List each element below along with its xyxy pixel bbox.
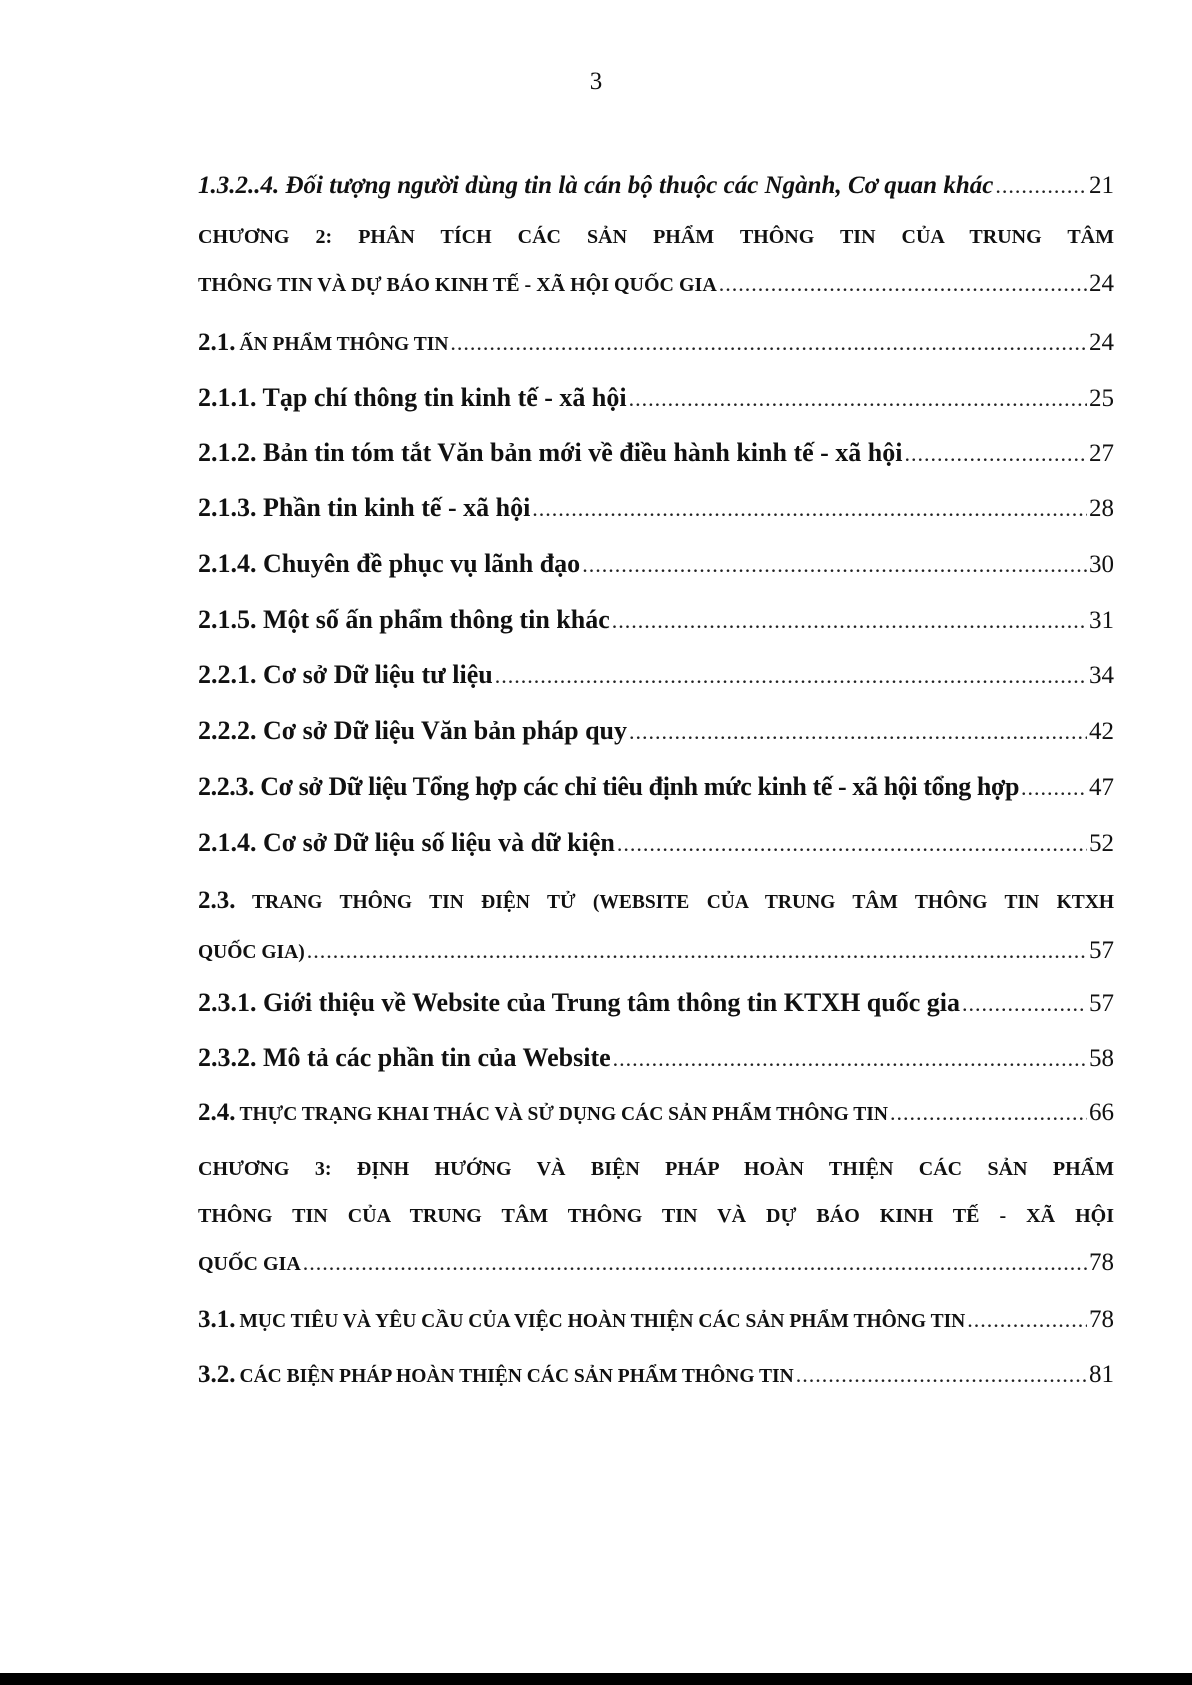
toc-entry-page: 52 <box>1089 830 1114 857</box>
bottom-edge-strip <box>0 1673 1192 1685</box>
toc-entry-label: THỰC TRẠNG KHAI THÁC VÀ SỬ DỤNG CÁC SẢN PHẨM THÔNG TIN <box>239 1104 888 1125</box>
toc-entry-label: ẤN PHẨM THÔNG TIN <box>239 334 449 355</box>
toc-entry[interactable] <box>198 383 1114 414</box>
dot-leader <box>629 717 1087 747</box>
toc-entry-label: 2.2.1. Cơ sở Dữ liệu tư liệu <box>198 660 493 689</box>
toc-entry-line: THÔNG TIN CỦA TRUNG TÂM THÔNG TIN VÀ DỰ BÁO KINH TẾ - XÃ HỘI <box>198 1205 1114 1227</box>
toc-entry-page: 42 <box>1089 718 1114 745</box>
page-number: 3 <box>589 68 603 95</box>
toc-entry-label: 2.1.1. Tạp chí thông tin kinh tế - xã hội <box>198 383 627 412</box>
toc-entry-label: 1.3.2..4. Đối tượng người dùng tin là cán bộ thuộc các Ngành, Cơ quan khác <box>198 172 994 199</box>
toc-entry-page: 81 <box>1089 1361 1114 1388</box>
dot-leader <box>617 829 1087 859</box>
dot-leader <box>962 989 1087 1019</box>
toc-entry-number: 3.1. <box>198 1306 236 1333</box>
toc-entry-page: 30 <box>1089 551 1114 578</box>
dot-leader <box>796 1360 1087 1390</box>
toc-entry[interactable] <box>198 772 1114 803</box>
toc-entry-label: QUỐC GIA) <box>198 942 305 963</box>
toc-entry[interactable] <box>198 493 1114 524</box>
toc-entry-page: 66 <box>1089 1099 1114 1126</box>
dot-leader <box>307 936 1087 966</box>
toc-entry-page: 57 <box>1089 990 1114 1017</box>
toc-entry-label: MỤC TIÊU VÀ YÊU CẦU CỦA VIỆC HOÀN THIỆN CÁC SẢN PHẨM THÔNG TIN <box>239 1311 966 1332</box>
toc-entry-page: 34 <box>1089 662 1114 689</box>
toc-entry-page: 47 <box>1089 774 1114 801</box>
toc-entry[interactable] <box>198 828 1114 859</box>
toc-entry-line <box>198 886 1114 919</box>
toc-entry-chapter[interactable] <box>198 1154 1114 1279</box>
toc-entry-line: CHƯƠNG 2: PHÂN TÍCH CÁC SẢN PHẨM THÔNG TIN CỦA TRUNG TÂM <box>198 226 1114 248</box>
dot-leader <box>532 494 1087 524</box>
toc-entry-number: 2.3. <box>198 887 236 914</box>
dot-leader <box>967 1305 1087 1335</box>
toc-entry-page: 21 <box>1089 172 1114 199</box>
dot-leader <box>613 1044 1087 1074</box>
toc-entry-label: 2.1.5. Một số ấn phẩm thông tin khác <box>198 605 610 634</box>
toc-entry-page: 28 <box>1089 495 1114 522</box>
toc-entry[interactable] <box>198 1043 1114 1074</box>
toc-entry-page: 25 <box>1089 385 1114 412</box>
toc-entry-label: 2.3.1. Giới thiệu về Website của Trung tâm thông tin KTXH quốc gia <box>198 988 960 1017</box>
toc-entry-page: 24 <box>1089 270 1114 297</box>
toc-entry[interactable] <box>198 171 1114 201</box>
toc-entry-label: 2.1.2. Bản tin tóm tắt Văn bản mới về điều hành kinh tế - xã hội <box>198 438 903 467</box>
toc-entry-label: QUỐC GIA <box>198 1253 301 1275</box>
dot-leader <box>582 550 1087 580</box>
dot-leader <box>450 328 1087 358</box>
toc-entry-number: 3.2. <box>198 1361 236 1388</box>
dot-leader <box>303 1248 1087 1278</box>
dot-leader <box>890 1098 1087 1128</box>
toc-entry-number: 2.1. <box>198 329 236 356</box>
toc-entry-label: 2.3.2. Mô tả các phần tin của Website <box>198 1043 611 1072</box>
toc-entry[interactable] <box>198 1098 1114 1131</box>
toc-entry-label: 2.1.4. Cơ sở Dữ liệu số liệu và dữ kiện <box>198 828 615 857</box>
toc-entry[interactable] <box>198 1360 1114 1393</box>
toc-entry-page: 27 <box>1089 440 1114 467</box>
dot-leader <box>719 269 1087 299</box>
toc-entry[interactable] <box>198 605 1114 636</box>
dot-leader <box>495 661 1087 691</box>
dot-leader <box>995 171 1087 201</box>
dot-leader <box>612 606 1087 636</box>
toc-entry[interactable] <box>198 438 1114 469</box>
toc-entry-label: 2.2.2. Cơ sở Dữ liệu Văn bản pháp quy <box>198 716 627 745</box>
toc-entry-line: CHƯƠNG 3: ĐỊNH HƯỚNG VÀ BIỆN PHÁP HOÀN THIỆN CÁC SẢN PHẨM <box>198 1158 1114 1180</box>
toc-entry[interactable] <box>198 660 1114 691</box>
toc-entry-label: 2.1.4. Chuyên đề phục vụ lãnh đạo <box>198 549 581 578</box>
toc-entry-page: 57 <box>1089 937 1114 964</box>
toc-entry-page: 24 <box>1089 329 1114 356</box>
toc-entry[interactable] <box>198 549 1114 580</box>
toc-entry[interactable] <box>198 716 1114 747</box>
toc-entry[interactable] <box>198 328 1114 361</box>
toc-entry-number: 2.4. <box>198 1099 236 1126</box>
dot-leader <box>629 384 1087 414</box>
toc-entry-chapter[interactable] <box>198 222 1114 300</box>
toc-entry-line-text: TRANG THÔNG TIN ĐIỆN TỬ (WEBSITE CỦA TRUNG TÂM THÔNG TIN KTXH <box>252 892 1114 913</box>
toc-entry-section[interactable] <box>198 886 1114 968</box>
toc-entry-label: CÁC BIỆN PHÁP HOÀN THIỆN CÁC SẢN PHẨM THÔNG TIN <box>239 1366 794 1387</box>
toc-entry-label: 2.2.3. Cơ sở Dữ liệu Tổng hợp các chỉ tiêu định mức kinh tế - xã hội tổng hợp <box>198 772 1020 801</box>
toc-entry-label: 2.1.3. Phần tin kinh tế - xã hội <box>198 493 531 522</box>
dot-leader <box>905 439 1088 469</box>
toc-entry[interactable] <box>198 988 1114 1019</box>
toc-entry-page: 78 <box>1089 1306 1114 1333</box>
toc-entry-label: THÔNG TIN VÀ DỰ BÁO KINH TẾ - XÃ HỘI QUỐC GIA <box>198 274 717 296</box>
toc-entry-page: 31 <box>1089 607 1114 634</box>
toc-entry-page: 78 <box>1089 1249 1114 1276</box>
toc-entry[interactable] <box>198 1305 1114 1338</box>
toc-entry-page: 58 <box>1089 1045 1114 1072</box>
dot-leader <box>1021 773 1087 803</box>
